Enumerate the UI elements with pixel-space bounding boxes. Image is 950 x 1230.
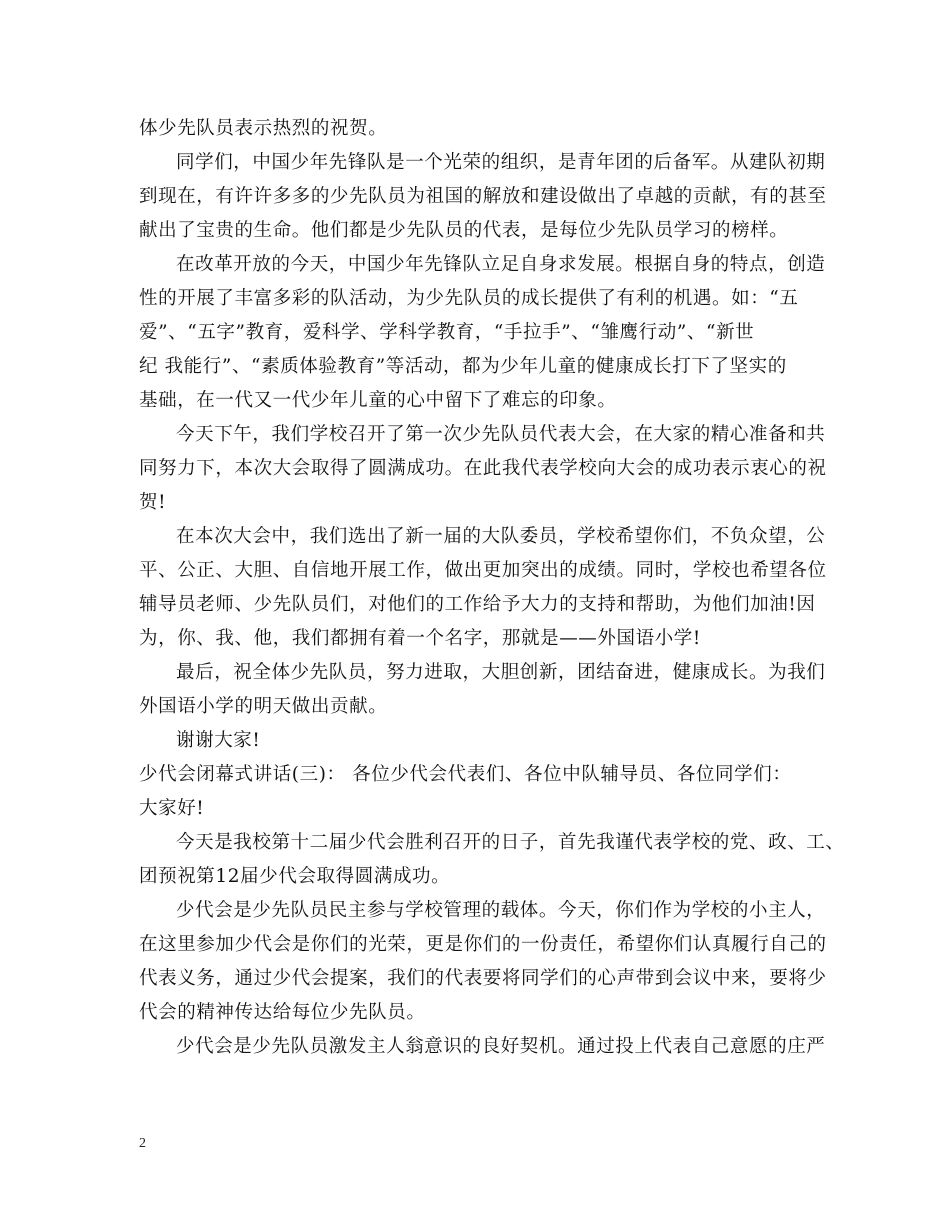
text-line: 外国语小学的明天做出贡献。 xyxy=(139,696,388,717)
text-line: 到现在，有许许多多的少先队员为祖国的解放和建设做出了卓越的贡献，有的甚至 xyxy=(139,186,827,207)
text-line: 大家好! xyxy=(139,798,205,819)
text-line: 性的开展了丰富多彩的队活动，为少先队员的成长提供了有利的机遇。如：“五 xyxy=(139,288,799,309)
text-line: 爱”、“五字”教育，爱科学、学科学教育，“手拉手”、“雏鹰行动”、“新世 xyxy=(139,322,755,343)
text-line: 在改革开放的今天，中国少年先锋队立足自身求发展。根据自身的特点，创造 xyxy=(176,254,826,275)
text-line: 在这里参加少代会是你们的光荣，更是你们的一份责任，希望你们认真履行自己的 xyxy=(139,934,827,955)
text-line: 今天下午，我们学校召开了第一次少先队员代表大会，在大家的精心准备和共 xyxy=(176,424,826,445)
page-number: 2 xyxy=(139,1136,146,1151)
document-body xyxy=(139,112,845,1064)
text-line: 团预祝第12届少代会取得圆满成功。 xyxy=(139,866,451,887)
text-line: 少代会是少先队员激发主人翁意识的良好契机。通过投上代表自己意愿的庄严 xyxy=(176,1036,826,1057)
text-line: 今天是我校第十二届少代会胜利召开的日子，首先我谨代表学校的党、政、工、 xyxy=(176,832,845,853)
text-line: 同努力下，本次大会取得了圆满成功。在此我代表学校向大会的成功表示衷心的祝 xyxy=(139,458,827,479)
text-line: 为，你、我、他，我们都拥有着一个名字，那就是——外国语小学! xyxy=(139,628,701,649)
text-line: 基础，在一代又一代少年儿童的心中留下了难忘的印象。 xyxy=(139,390,617,411)
text-line: 在本次大会中，我们选出了新一届的大队委员，学校希望你们，不负众望，公 xyxy=(176,526,826,547)
text-line: 少代会是少先队员民主参与学校管理的载体。今天，你们作为学校的小主人， xyxy=(176,900,826,921)
text-line: 代表义务，通过少代会提案，我们的代表要将同学们的心声带到会议中来，要将少 xyxy=(139,968,827,989)
text-line: 献出了宝贵的生命。他们都是少先队员的代表，是每位少先队员学习的榜样。 xyxy=(139,220,789,241)
text-line: 辅导员老师、少先队员们，对他们的工作给予大力的支持和帮助，为他们加油!因 xyxy=(139,594,816,615)
text-line: 代会的精神传达给每位少先队员。 xyxy=(139,1002,426,1023)
text-line: 谢谢大家! xyxy=(176,730,261,751)
text-line: 纪 我能行”、“素质体验教育”等活动，都为少年儿童的健康成长打下了坚实的 xyxy=(139,356,787,377)
text-line: 少代会闭幕式讲话(三)： 各位少代会代表们、各位中队辅导员、各位同学们： xyxy=(139,764,792,785)
text-line: 同学们，中国少年先锋队是一个光荣的组织，是青年团的后备军。从建队初期 xyxy=(176,152,826,173)
text-line: 平、公正、大胆、自信地开展工作，做出更加突出的成绩。同时，学校也希望各位 xyxy=(139,560,827,581)
text-line: 贺! xyxy=(139,492,167,513)
text-line: 体少先队员表示热烈的祝贺。 xyxy=(139,118,388,139)
text-line: 最后，祝全体少先队员，努力进取，大胆创新，团结奋进，健康成长。为我们 xyxy=(176,662,826,683)
